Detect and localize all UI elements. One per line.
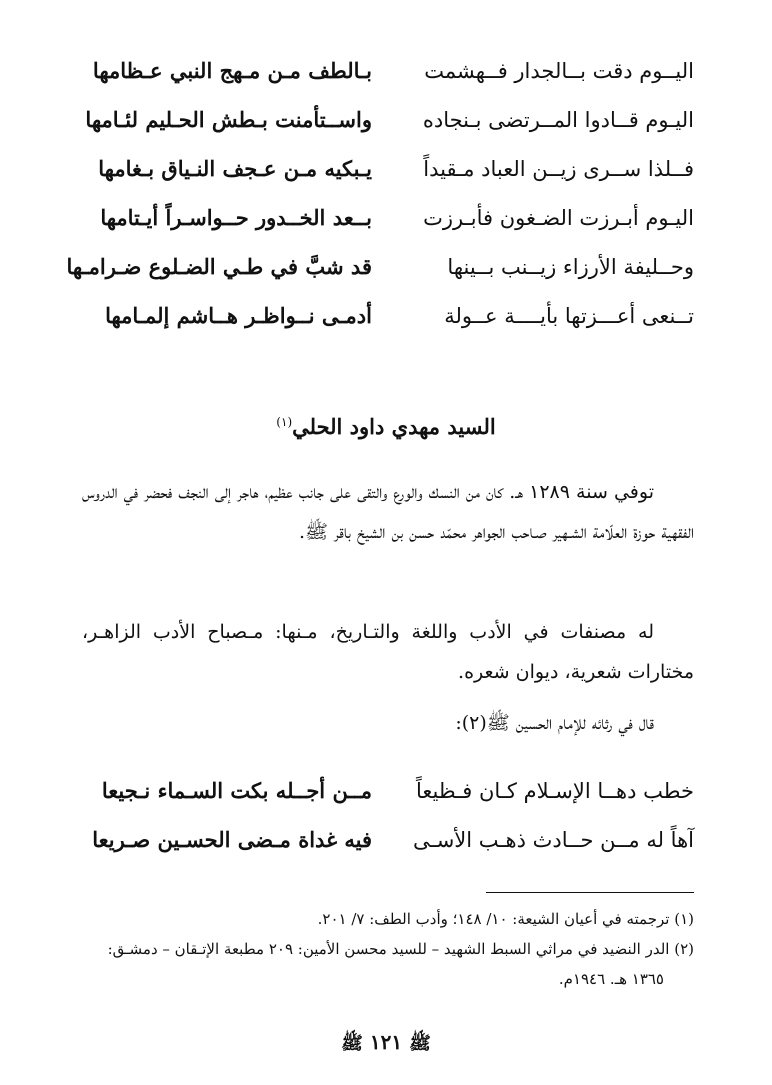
paragraph-text: قال في رثائه للإمام الحسين ﷺ(٢): (455, 712, 654, 734)
verse-first-hemistich: اليــوم دقت بــالجدار فــهشمت (424, 58, 694, 83)
footnote-1: (١) ترجمته في أعيان الشيعة: ١٠/ ١٤٨؛ وأدب الطف: ٧/ ٢٠١. (317, 910, 694, 928)
verse-first-hemistich: تــنعى أعـــزتها بأيــــة عــولة (444, 303, 694, 328)
verse-second-hemistich: مــن أجــله بكت السـماء نـجيعا (101, 778, 372, 803)
verse-second-hemistich: واســتأمنت بـطش الحـليم لئـامها (85, 107, 372, 132)
verse-first-hemistich: وحــليفة الأرزاء زيــنب بــينها (447, 254, 694, 279)
verse-line (82, 144, 694, 193)
page-number-value: ١٢١ (369, 1030, 403, 1054)
footnote-2-continuation: ١٣٦٥ هـ. ١٩٤٦م. (558, 970, 664, 988)
poem-1 (66, 46, 694, 340)
verse-second-hemistich: يـبكيه مـن عـجف النـياق بـغامها (98, 156, 372, 181)
bio-paragraph-2 (82, 612, 694, 692)
paragraph-text: له مصنفات في الأدب واللغة والتـاريخ، مـنها: مـصباح الأدب الزاهـر، مختارات شعرية، ديوان شعره. (82, 621, 694, 683)
page-number (0, 1030, 772, 1058)
verse-second-hemistich: قد شبَّ في طـي الضـلوع ضـرامـها (66, 254, 372, 279)
paragraph-text: توفي سنة ١٢٨٩ هـ. كان من النسك والورع والتقى على جانب عظيم، هاجر إلى النجف فحضر في الدروس الفقهية حوزة العلّامة الشـهير صـاحب الجواهر محمّد حسن بن الشيخ باقر ﷺ. (82, 481, 694, 543)
verse-second-hemistich: أدمـى نــواظـر هــاشم إلمـامها (105, 303, 372, 328)
verse-line (82, 766, 694, 815)
verse-line (66, 242, 694, 291)
bio-paragraph-3 (82, 703, 694, 743)
verse-first-hemistich: اليـوم قــادوا المــرتضى بـنجاده (422, 107, 694, 132)
verse-line (82, 291, 694, 340)
footnote-ref: (١) (276, 415, 293, 429)
verse-first-hemistich: خطب دهــا الإسـلام كـان فـظيعاً (415, 778, 694, 803)
bio-paragraph-1 (82, 472, 694, 552)
footnotes (82, 904, 694, 994)
verse-first-hemistich: آهاً له مــن حــادث ذهـب الأسـى (413, 827, 694, 852)
verse-line (82, 815, 694, 864)
verse-first-hemistich: اليـوم أبـرزت الضـغون فأبـرزت (423, 205, 694, 230)
verse-second-hemistich: بـالطف مـن مـهج النبي عـظامها (92, 58, 372, 83)
section-heading (0, 414, 772, 439)
verse-line (82, 95, 694, 144)
heading-title: السيد مهدي داود الحلي (292, 414, 496, 439)
verse-second-hemistich: فيه غداة مـضى الحسـين صـريعا (92, 827, 372, 852)
footnote-2: (٢) الدر النضيد في مراثي السبط الشهيد – للسيد محسن الأمين: ٢٠٩ مطبعة الإتـقان – دمشـق: (107, 940, 694, 958)
poem-2 (82, 766, 694, 864)
verse-second-hemistich: بــعد الخــدور حــواسـراً أيـتامها (100, 205, 372, 230)
footnote-divider (486, 892, 694, 893)
ornament-icon: ﷺ (341, 1033, 363, 1054)
ornament-icon: ﷺ (409, 1033, 431, 1054)
verse-line (82, 193, 694, 242)
verse-line (82, 46, 694, 95)
verse-first-hemistich: فــلذا ســرى زيــن العباد مـقيداً (423, 156, 694, 181)
